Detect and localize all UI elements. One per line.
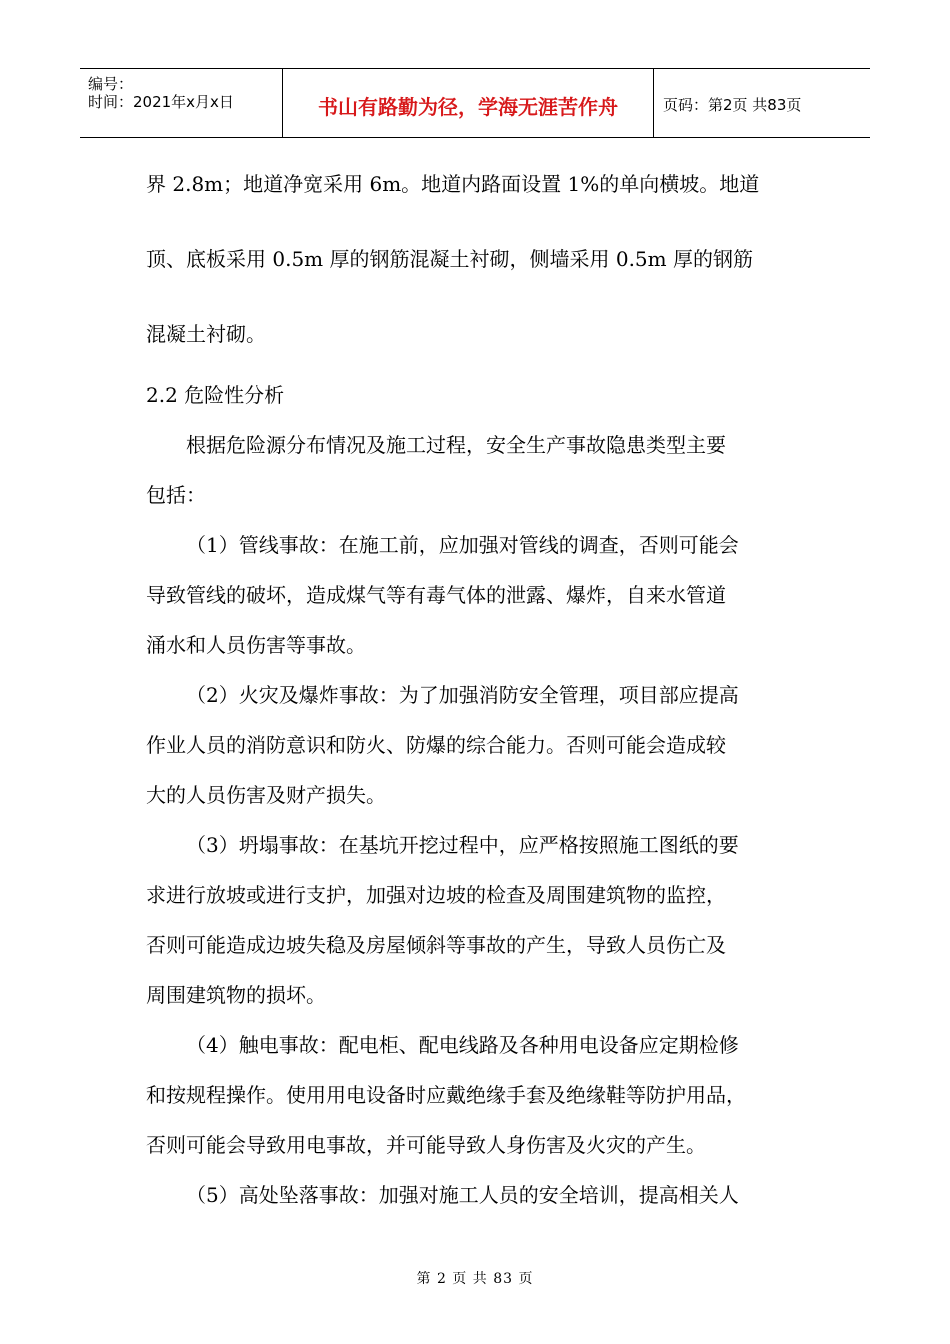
number-label: 编号： <box>88 75 134 93</box>
section-heading: 2.2 危险性分析 <box>146 383 285 407</box>
paragraph-line: 大的人员伤害及财产损失。 <box>146 783 386 807</box>
paragraph-line: （4）触电事故：配电柜、配电线路及各种用电设备应定期检修 <box>186 1033 739 1057</box>
paragraph-line: 顶、底板采用 0.5m 厚的钢筋混凝土衬砌，侧墙采用 0.5m 厚的钢筋 <box>146 247 753 271</box>
paragraph-line: 包括： <box>146 483 206 507</box>
page-footer: 第 2 页 共 83 页 <box>416 1271 534 1287</box>
paragraph-line: 和按规程操作。使用用电设备时应戴绝缘手套及绝缘鞋等防护用品， <box>146 1083 746 1107</box>
header-table <box>80 68 870 138</box>
paragraph-line: 否则可能会导致用电事故，并可能导致人身伤害及火灾的产生。 <box>146 1133 706 1157</box>
paragraph-line: （1）管线事故：在施工前，应加强对管线的调查，否则可能会 <box>186 533 739 557</box>
header-page-cell <box>654 69 870 137</box>
paragraph-line: 求进行放坡或进行支护，加强对边坡的检查及周围建筑物的监控， <box>146 883 726 907</box>
paragraph-line: 否则可能造成边坡失稳及房屋倾斜等事故的产生，导致人员伤亡及 <box>146 933 726 957</box>
paragraph-line: 涌水和人员伤害等事故。 <box>146 633 366 657</box>
page-info: 页码：第2页 共83页 <box>663 95 802 114</box>
paragraph-line: 作业人员的消防意识和防火、防爆的综合能力。否则可能会造成较 <box>146 733 726 757</box>
motto-text: 书山有路勤为径，学海无涯苦作舟 <box>318 94 618 119</box>
paragraph-line: （3）坍塌事故：在基坑开挖过程中，应严格按照施工图纸的要 <box>186 833 739 857</box>
paragraph-line: 混凝土衬砌。 <box>146 322 266 346</box>
paragraph-line: 导致管线的破坏，造成煤气等有毒气体的泄露、爆炸，自来水管道 <box>146 583 726 607</box>
paragraph-line: （2）火灾及爆炸事故：为了加强消防安全管理，项目部应提高 <box>186 683 739 707</box>
header-meta-cell <box>80 69 283 137</box>
time-label: 时间：2021年x月x日 <box>88 93 234 111</box>
paragraph-line: 界 2.8m；地道净宽采用 6m。地道内路面设置 1%的单向横坡。地道 <box>146 172 760 196</box>
header-motto-cell <box>283 69 654 137</box>
paragraph-line: 周围建筑物的损坏。 <box>146 983 326 1007</box>
paragraph-line: 根据危险源分布情况及施工过程，安全生产事故隐患类型主要 <box>186 433 726 457</box>
paragraph-line: （5）高处坠落事故：加强对施工人员的安全培训，提高相关人 <box>186 1183 739 1207</box>
